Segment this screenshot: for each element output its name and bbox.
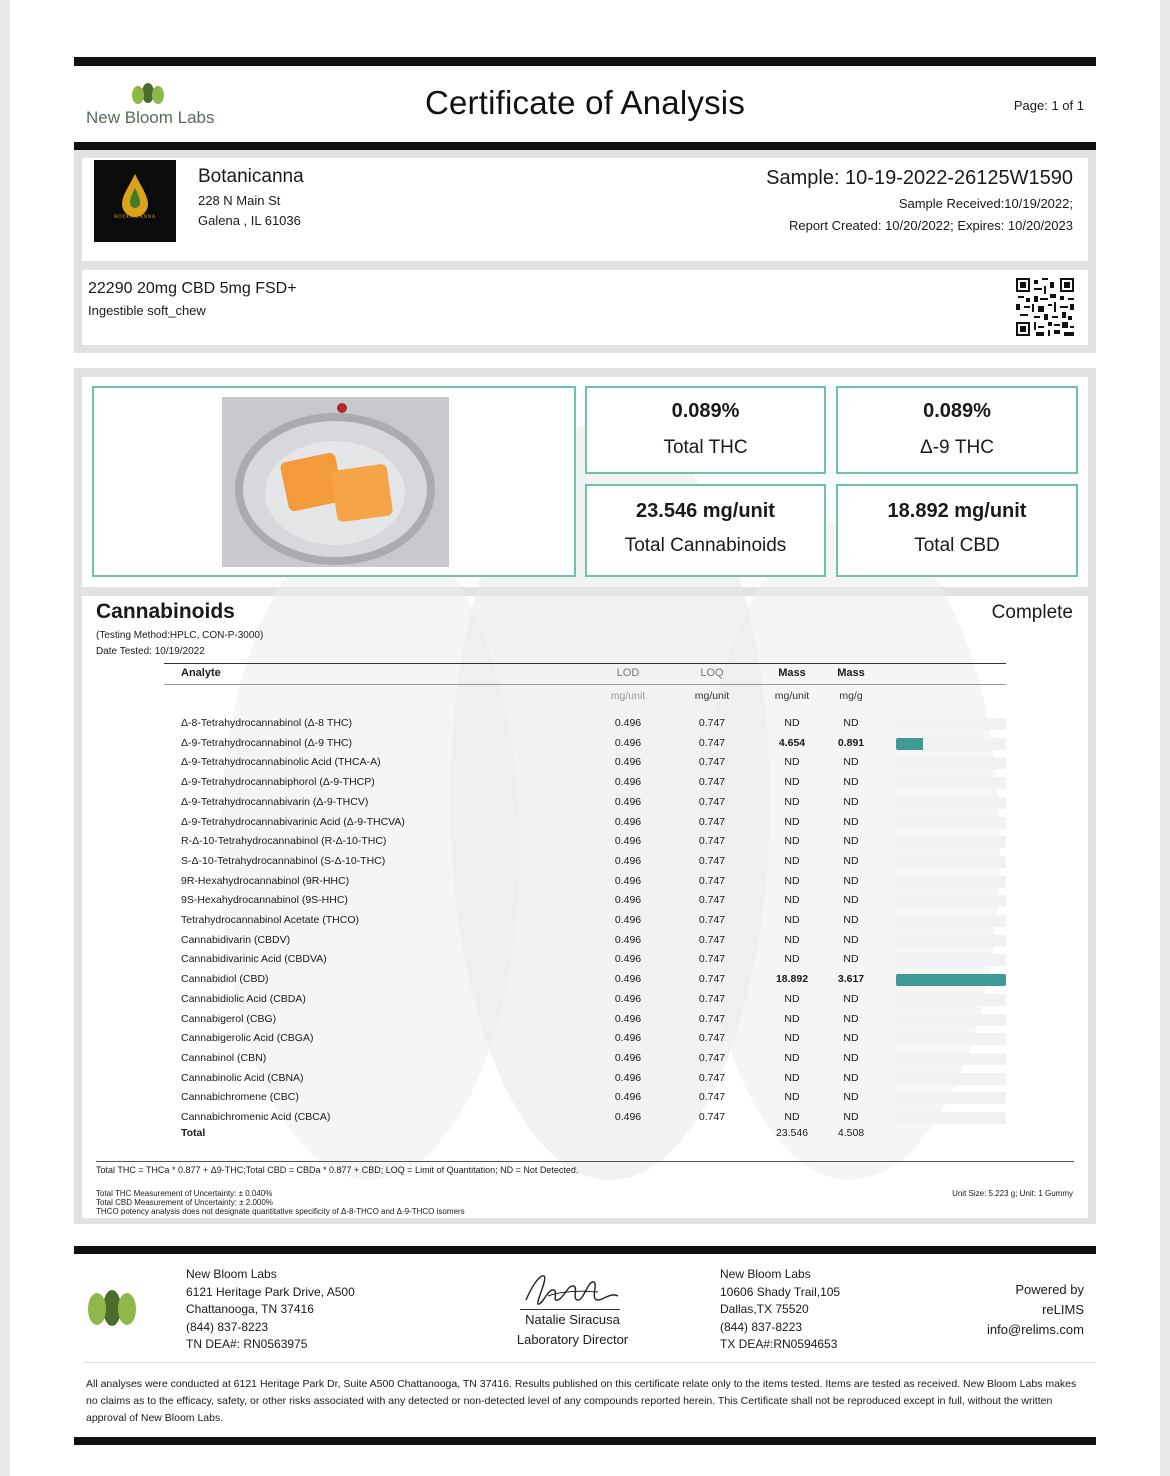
analyte-mass-unit: ND — [784, 1091, 800, 1104]
product-name: 22290 20mg CBD 5mg FSD+ — [88, 280, 297, 297]
analyte-loq: 0.747 — [698, 815, 726, 828]
analyte-loq: 0.747 — [698, 1051, 726, 1064]
analyte-name: Cannabinol (CBN) — [181, 1051, 267, 1064]
drop-logo-icon — [94, 160, 176, 242]
lab-logo-text: New Bloom Labs — [86, 108, 215, 127]
analyte-mass-g: ND — [843, 914, 859, 926]
lab2-address — [720, 1266, 840, 1354]
analyte-mass-g: ND — [843, 933, 859, 946]
top-rule — [74, 57, 1096, 66]
disclaimer: All analyses were conducted at 6121 Heritage Park Dr, Suite A500 Chattanooga, TN 37416. Results published on this certificate relate only to the items tested. Items are tested as received. New Bloom Labs makes no claims as to the efficacy, safety, or other risks associated with any detected or non-detected level of any compounds reported herein. This Certificate shall not be reproduced except in full, without the written approval of New Bloom Labs. — [86, 1378, 1077, 1424]
date-tested: Date Tested: 10/19/2022 — [96, 646, 205, 657]
bottom-rule — [74, 1437, 1096, 1445]
analyte-name: 9R-Hexahydrocannabinol (9R-HHC) — [181, 874, 350, 887]
unit-size: Unit Size: 5.223 g; Unit: 1 Gummy — [952, 1189, 1073, 1198]
page-number: Page: 1 of 1 — [1013, 98, 1084, 113]
analyte-name: Cannabigerolic Acid (CBGA) — [181, 1032, 314, 1045]
analyte-mass-g: ND — [843, 854, 859, 867]
lab2-name: New Bloom Labs — [720, 1267, 811, 1281]
analyte-loq: 0.747 — [698, 717, 726, 729]
table-row — [0, 1088, 1170, 1108]
analyte-lod: 0.496 — [614, 874, 642, 887]
analyte-mass-g: ND — [843, 815, 859, 828]
table-row — [0, 950, 1170, 970]
section-status: Complete — [991, 602, 1073, 623]
kpi-total-cannabinoids-value: 23.546 mg/unit — [636, 500, 775, 522]
analyte-bar-track — [896, 1112, 1006, 1124]
analyte-name: S-Δ-10-Tetrahydrocannabinol (S-Δ-10-THC) — [181, 854, 386, 867]
powered-label: Powered by — [1015, 1282, 1084, 1297]
analyte-name: Cannabidiol (CBD) — [181, 973, 269, 986]
analyte-lod: 0.496 — [614, 717, 642, 729]
analyte-mass-g: ND — [843, 795, 859, 808]
analyte-mass-unit: ND — [784, 1051, 800, 1064]
formula-note: Total THC = THCa * 0.877 + Δ9-THC;Total CBD = CBDa * 0.877 + CBD; LOQ = Limit of Quantitation; ND = Not Detected. — [96, 1165, 579, 1175]
analyte-loq: 0.747 — [698, 1032, 726, 1045]
table-row — [0, 891, 1170, 911]
analyte-lod: 0.496 — [614, 1091, 642, 1104]
analyte-mass-g: ND — [843, 1091, 859, 1104]
kpi-total-cannabinoids — [585, 484, 826, 577]
lab1-street: 6121 Heritage Park Drive, A500 — [186, 1284, 355, 1299]
lab1-dea: TN DEA#: RN0563975 — [186, 1337, 308, 1351]
analyte-lod: 0.496 — [614, 914, 642, 926]
analyte-bar-track — [896, 718, 1006, 730]
kpi-d9-thc-value: 0.089% — [923, 400, 991, 422]
report-dates: Report Created: 10/20/2022; Expires: 10/20/2023 — [788, 218, 1073, 233]
analyte-loq: 0.747 — [698, 854, 726, 867]
lab-logo-icon — [131, 81, 165, 107]
analyte-mass-g: ND — [843, 776, 859, 789]
analyte-bar-track — [896, 856, 1006, 868]
analyte-mass-unit: ND — [784, 795, 800, 808]
analyte-mass-g: ND — [843, 835, 859, 848]
table-row — [0, 714, 1170, 734]
analyte-bar-track — [896, 817, 1006, 829]
lab1-address — [186, 1266, 355, 1354]
analyte-bar-track — [896, 1073, 1006, 1085]
analyte-table-body — [0, 714, 1170, 1134]
analyte-loq: 0.747 — [698, 874, 726, 887]
analyte-name: Δ-9-Tetrahydrocannabivarinic Acid (Δ-9-THCVA) — [181, 815, 405, 828]
analyte-mass-g: ND — [843, 1032, 859, 1045]
table-row — [0, 1108, 1170, 1128]
signer-title: Laboratory Director — [516, 1332, 629, 1347]
analyte-mass-unit: ND — [784, 776, 800, 789]
analyte-lod: 0.496 — [614, 1071, 642, 1084]
section-title: Cannabinoids — [96, 600, 235, 623]
total-row — [0, 1127, 1170, 1143]
analyte-mass-unit: ND — [784, 1032, 800, 1045]
notes-rule — [96, 1161, 1074, 1162]
unit-mass-unit: mg/unit — [774, 690, 810, 702]
analyte-loq: 0.747 — [698, 1012, 726, 1025]
analyte-bar-track — [896, 738, 1006, 750]
table-row — [0, 970, 1170, 990]
total-label: Total — [181, 1127, 206, 1139]
analyte-lod: 0.496 — [614, 933, 642, 946]
footer-logo-icon — [86, 1288, 138, 1328]
table-header — [0, 667, 1170, 683]
analyte-loq: 0.747 — [698, 973, 726, 986]
analyte-loq: 0.747 — [698, 1111, 726, 1123]
analyte-lod: 0.496 — [614, 815, 642, 828]
analyte-name: Cannabidivarin (CBDV) — [181, 933, 291, 946]
analyte-mass-unit: ND — [784, 717, 800, 729]
analyte-mass-g: 0.891 — [837, 736, 865, 749]
analyte-mass-g: ND — [843, 953, 859, 966]
table-row — [0, 734, 1170, 754]
analyte-lod: 0.496 — [614, 1051, 642, 1064]
analyte-mass-g: ND — [843, 894, 859, 907]
analyte-lod: 0.496 — [614, 835, 642, 848]
analyte-bar-track — [896, 974, 1006, 986]
analyte-loq: 0.747 — [698, 894, 726, 907]
analyte-mass-unit: ND — [784, 756, 800, 769]
client-name: Botanicanna — [198, 166, 304, 187]
analyte-mass-unit: ND — [784, 894, 800, 907]
analyte-lod: 0.496 — [614, 854, 642, 867]
lab2-phone: (844) 837-8223 — [720, 1319, 803, 1334]
analyte-mass-unit: ND — [784, 953, 800, 966]
analyte-name: Cannabinolic Acid (CBNA) — [181, 1071, 304, 1084]
qr-code-icon[interactable] — [1016, 278, 1074, 336]
analyte-name: Cannabidiolic Acid (CBDA) — [181, 992, 306, 1005]
col-lod: LOD — [616, 667, 640, 679]
analyte-bar-track — [896, 1053, 1006, 1065]
table-row — [0, 852, 1170, 872]
unit-loq: mg/unit — [694, 690, 730, 702]
lab1-city: Chattanooga, TN 37416 — [186, 1302, 314, 1316]
analyte-mass-g: 3.617 — [837, 973, 865, 986]
powered-brand: reLIMS — [1042, 1302, 1084, 1317]
analyte-name: R-Δ-10-Tetrahydrocannabinol (R-Δ-10-THC) — [181, 835, 387, 848]
kpi-total-thc-value: 0.089% — [671, 400, 740, 422]
thc-uncertainty: Total THC Measurement of Uncertainty: ± 0.040% — [96, 1189, 273, 1198]
table-row — [0, 1069, 1170, 1089]
sample-photo-image — [222, 397, 449, 567]
table-header-rule — [164, 684, 1006, 685]
kpi-total-cbd-value: 18.892 mg/unit — [887, 500, 1027, 522]
analyte-loq: 0.747 — [698, 736, 726, 749]
footer-top-rule — [74, 1246, 1096, 1254]
analyte-mass-unit: ND — [784, 815, 800, 828]
sample-received: Sample Received:10/19/2022; — [898, 196, 1073, 211]
analyte-lod: 0.496 — [614, 992, 642, 1005]
analyte-mass-g: ND — [843, 874, 859, 887]
analyte-mass-g: ND — [843, 1071, 859, 1084]
kpi-total-thc — [585, 386, 826, 474]
sample-id: Sample: 10-19-2022-26125W1590 — [766, 167, 1073, 189]
kpi-total-cbd-label: Total CBD — [914, 535, 1000, 556]
lab2-dea: TX DEA#:RN0594653 — [720, 1337, 838, 1351]
analyte-mass-g: ND — [843, 717, 859, 729]
total-mass-unit: 23.546 — [775, 1127, 809, 1139]
analyte-name: Tetrahydrocannabinol Acetate (THCO) — [181, 914, 360, 926]
uncertainty-notes — [96, 1189, 465, 1216]
analyte-name: Δ-8-Tetrahydrocannabinol (Δ-8 THC) — [181, 717, 353, 729]
col-mass-unit: Mass — [778, 667, 806, 679]
thco-note: THCO potency analysis does not designate quantitative specificity of Δ-8-THCO and Δ-9-THCO isomers — [96, 1207, 465, 1216]
table-row — [0, 1029, 1170, 1049]
table-row — [0, 1010, 1170, 1030]
analyte-loq: 0.747 — [698, 776, 726, 789]
client-address-2: Galena , IL 61036 — [198, 213, 301, 228]
analyte-mass-unit: ND — [784, 874, 800, 887]
unit-lod: mg/unit — [610, 690, 646, 702]
table-row — [0, 931, 1170, 951]
col-loq: LOQ — [700, 667, 724, 679]
analyte-loq: 0.747 — [698, 1071, 726, 1084]
analyte-bar-track — [896, 954, 1006, 966]
analyte-bar-track — [896, 836, 1006, 848]
table-row — [0, 911, 1170, 931]
unit-mass-g: mg/g — [839, 690, 863, 702]
analyte-name: Cannabigerol (CBG) — [181, 1012, 277, 1025]
analyte-lod: 0.496 — [614, 1012, 642, 1025]
table-units — [0, 690, 1170, 706]
table-row — [0, 1049, 1170, 1069]
analyte-bar-fill — [896, 738, 923, 750]
analyte-bar-track — [896, 777, 1006, 789]
analyte-lod: 0.496 — [614, 1032, 642, 1045]
lab1-phone: (844) 837-8223 — [186, 1319, 269, 1334]
kpi-total-thc-label: Total THC — [663, 437, 748, 458]
analyte-mass-unit: ND — [784, 914, 800, 926]
analyte-bar-track — [896, 1033, 1006, 1045]
table-row — [0, 773, 1170, 793]
analyte-lod: 0.496 — [614, 894, 642, 907]
cbd-uncertainty: Total CBD Measurement of Uncertainty: ± 2.000% — [96, 1198, 273, 1207]
product-type: Ingestible soft_chew — [88, 303, 206, 318]
analyte-mass-unit: ND — [784, 1012, 800, 1025]
powered-by — [987, 1280, 1084, 1340]
table-row — [0, 813, 1170, 833]
signer-name: Natalie Siracusa — [525, 1312, 620, 1327]
analyte-bar-track — [896, 915, 1006, 927]
analyte-bar-track — [896, 895, 1006, 907]
analyte-name: Δ-9-Tetrahydrocannabinolic Acid (THCA-A) — [181, 756, 381, 769]
col-mass-g: Mass — [837, 667, 865, 679]
sample-photo-frame — [92, 386, 576, 577]
analyte-lod: 0.496 — [614, 1111, 642, 1123]
analyte-name: Cannabichromenic Acid (CBCA) — [181, 1111, 331, 1123]
analyte-bar-track — [896, 1014, 1006, 1026]
analyte-mass-g: ND — [843, 1111, 859, 1123]
total-mass-g: 4.508 — [837, 1127, 865, 1139]
kpi-total-cbd — [836, 484, 1078, 577]
analyte-loq: 0.747 — [698, 933, 726, 946]
analyte-mass-unit: 18.892 — [775, 973, 809, 986]
analyte-bar-fill — [896, 974, 1006, 986]
analyte-name: Δ-9-Tetrahydrocannabivarin (Δ-9-THCV) — [181, 795, 369, 808]
lab2-street: 10606 Shady Trail,105 — [720, 1284, 841, 1299]
analyte-mass-unit: ND — [784, 992, 800, 1005]
analyte-name: 9S-Hexahydrocannabinol (9S-HHC) — [181, 894, 348, 907]
analyte-bar-track — [896, 935, 1006, 947]
analyte-lod: 0.496 — [614, 973, 642, 986]
testing-method: (Testing Method:HPLC, CON-P-3000) — [96, 630, 264, 641]
analyte-loq: 0.747 — [698, 835, 726, 848]
analyte-loq: 0.747 — [698, 953, 726, 966]
analyte-lod: 0.496 — [614, 736, 642, 749]
table-row — [0, 990, 1170, 1010]
table-row — [0, 872, 1170, 892]
table-top-rule — [164, 663, 1006, 664]
analyte-loq: 0.747 — [698, 1091, 726, 1104]
analyte-mass-g: ND — [843, 1051, 859, 1064]
analyte-lod: 0.496 — [614, 795, 642, 808]
kpi-d9-thc-label: Δ-9 THC — [920, 437, 994, 458]
kpi-d9-thc — [836, 386, 1078, 474]
analyte-mass-unit: ND — [784, 933, 800, 946]
client-address-1: 228 N Main St — [198, 193, 281, 208]
analyte-bar-track — [896, 1092, 1006, 1104]
lab2-city: Dallas,TX 75520 — [720, 1302, 809, 1316]
analyte-mass-unit: ND — [784, 854, 800, 867]
analyte-lod: 0.496 — [614, 756, 642, 769]
table-row — [0, 793, 1170, 813]
analyte-bar-track — [896, 994, 1006, 1006]
sample-photo — [222, 397, 449, 567]
analyte-mass-g: ND — [843, 992, 859, 1005]
analyte-loq: 0.747 — [698, 756, 726, 769]
analyte-name: Cannabidivarinic Acid (CBDVA) — [181, 953, 327, 966]
analyte-name: Δ-9-Tetrahydrocannabinol (Δ-9 THC) — [181, 736, 353, 749]
col-analyte: Analyte — [181, 667, 221, 679]
disclaimer-rule — [84, 1362, 1096, 1363]
analyte-mass-g: ND — [843, 756, 859, 769]
page-title: Certificate of Analysis — [424, 84, 746, 121]
analyte-loq: 0.747 — [698, 914, 726, 926]
analyte-mass-unit: ND — [784, 1111, 800, 1123]
header-rule — [74, 142, 1096, 150]
lab1-name: New Bloom Labs — [186, 1267, 277, 1281]
signature-icon — [518, 1266, 623, 1312]
client-logo-text: BOTANICANNA — [114, 215, 156, 220]
kpi-total-cannabinoids-label: Total Cannabinoids — [624, 535, 787, 556]
table-row — [0, 832, 1170, 852]
signature-line — [520, 1309, 620, 1310]
analyte-lod: 0.496 — [614, 776, 642, 789]
analyte-lod: 0.496 — [614, 953, 642, 966]
analyte-name: Δ-9-Tetrahydrocannabiphorol (Δ-9-THCP) — [181, 776, 375, 789]
analyte-loq: 0.747 — [698, 992, 726, 1005]
analyte-mass-unit: ND — [784, 1071, 800, 1084]
analyte-bar-track — [896, 797, 1006, 809]
analyte-name: Cannabichromene (CBC) — [181, 1091, 299, 1104]
analyte-mass-unit: ND — [784, 835, 800, 848]
table-row — [0, 753, 1170, 773]
analyte-bar-track — [896, 757, 1006, 769]
analyte-mass-g: ND — [843, 1012, 859, 1025]
powered-email[interactable]: info@relims.com — [987, 1322, 1084, 1337]
client-logo — [94, 160, 176, 242]
analyte-bar-track — [896, 876, 1006, 888]
analyte-loq: 0.747 — [698, 795, 726, 808]
analyte-mass-unit: 4.654 — [778, 736, 806, 749]
